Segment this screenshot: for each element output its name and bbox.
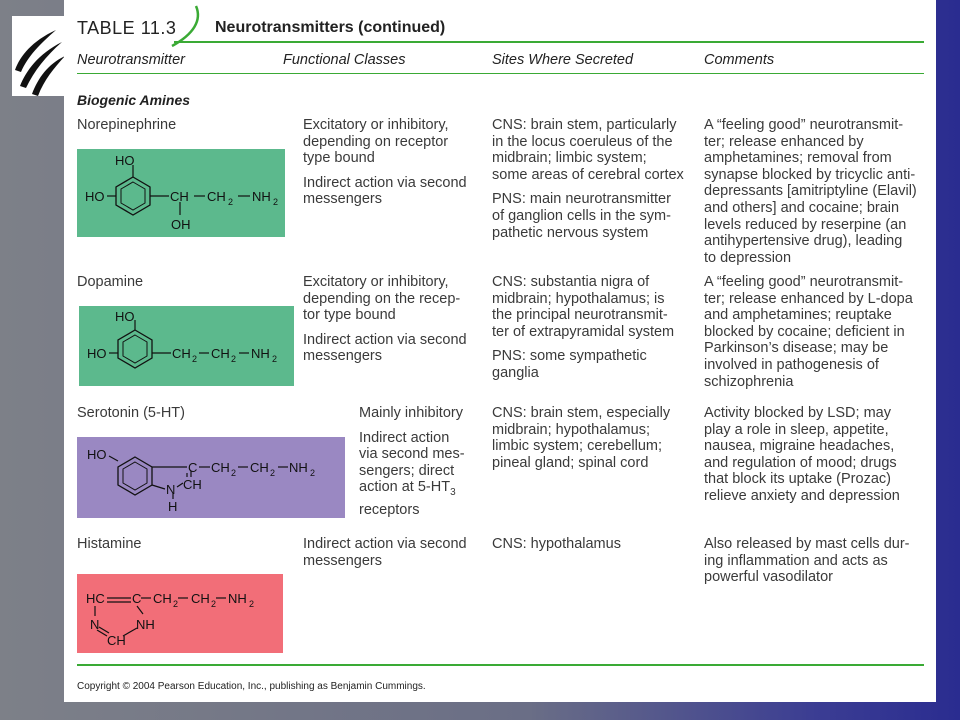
mol-ch2-a-sub: 2 — [231, 468, 237, 478]
row-name-serotonin: Serotonin (5-HT) — [77, 405, 185, 421]
text-line: CNS: brain stem, particularly — [492, 117, 677, 133]
col-header-sites: Sites Where Secreted — [492, 52, 634, 68]
text-line: schizophrenia — [704, 373, 794, 390]
mol-h: H — [168, 499, 178, 514]
dopamine-structure — [79, 306, 294, 386]
text-line: midbrain; hypothalamus; — [492, 421, 650, 438]
text-line: limbic system; cerebellum; — [492, 438, 663, 455]
text-line: depressants [amitriptyline (Elavil) — [704, 183, 917, 200]
text-line: Mainly inhibitory — [359, 405, 463, 421]
serotonin-sites — [492, 405, 670, 471]
text-line: involved in pathogenesis of — [704, 356, 879, 373]
text-line: blocked by cocaine; deficient in — [704, 323, 905, 340]
mol-ch2-sub: 2 — [228, 197, 234, 207]
norepinephrine-structure — [77, 149, 285, 237]
text-line: nausea, migraine headaches, — [704, 438, 895, 455]
mol-nh2: NH — [251, 346, 270, 361]
text-line: Also released by mast cells dur- — [704, 536, 910, 552]
text-line: amphetamines; removal from — [704, 150, 892, 167]
norepinephrine-comments — [704, 117, 917, 266]
text-line: PNS: some sympathetic — [492, 348, 647, 365]
col-header-neurotransmitter: Neurotransmitter — [77, 52, 185, 68]
text-line: and others] and cocaine; brain — [704, 199, 900, 216]
text-span: action at 5-HT — [359, 479, 451, 496]
col-header-functional: Functional Classes — [283, 52, 406, 68]
mol-ch2-b-sub: 2 — [211, 599, 217, 609]
text-line: sengers; direct — [359, 462, 455, 479]
text-line: depending on receptor — [303, 133, 449, 150]
text-line: antihypertensive drug), leading — [704, 233, 903, 250]
mol-ch2-b: CH — [191, 591, 210, 606]
mol-c: C — [132, 591, 142, 606]
text-line: A “feeling good” neurotransmit- — [704, 117, 904, 133]
mol-nh2-sub: 2 — [249, 599, 255, 609]
text-line: Parkinson’s disease; may be — [704, 340, 889, 357]
text-line: type bound — [303, 150, 375, 167]
text-line: levels reduced by reserpine (an — [704, 216, 907, 233]
text-line: Indirect action via second — [303, 331, 467, 348]
mol-hc: HC — [86, 591, 105, 606]
text-line: pineal gland; spinal cord — [492, 454, 649, 471]
copyright: Copyright © 2004 Pearson Education, Inc., publishing as Benjamin Cummings. — [77, 681, 426, 692]
text-line: A “feeling good” neurotransmit- — [704, 274, 904, 290]
column-header-rule — [77, 73, 924, 74]
text-line: play a role in sleep, appetite, — [704, 421, 889, 438]
mol-ch2-a-sub: 2 — [192, 354, 198, 364]
dopamine-functional — [303, 274, 467, 365]
histamine-structure — [77, 574, 283, 653]
text-line: relieve anxiety and depression — [704, 487, 900, 504]
section-heading: Biogenic Amines — [77, 92, 191, 108]
mol-ho-top: HO — [115, 309, 135, 324]
text-line: pathetic nervous system — [492, 224, 649, 241]
mol-oh: OH — [171, 217, 191, 232]
serotonin-comments — [704, 405, 900, 505]
text-line: ganglia — [492, 364, 539, 381]
text-line: tor type bound — [303, 307, 396, 324]
text-line: depending on the recep- — [303, 290, 461, 307]
text-line: via second mes- — [359, 446, 465, 463]
mol-ch2: CH — [207, 189, 226, 204]
mol-ch2-a: CH — [172, 346, 191, 361]
mol-ho-left: HO — [85, 189, 105, 204]
mol-ch: CH — [107, 633, 126, 648]
serotonin-functional — [359, 405, 465, 518]
norepinephrine-molecule — [77, 149, 285, 237]
norepinephrine-functional — [303, 117, 467, 208]
text-line: CNS: brain stem, especially — [492, 405, 671, 421]
mol-ho-top: HO — [115, 153, 135, 168]
text-line: powerful vasodilator — [704, 569, 833, 586]
mol-c: C — [188, 460, 198, 475]
text-line: and regulation of mood; drugs — [704, 454, 897, 471]
text-line: ter of extrapyramidal system — [492, 323, 675, 340]
text-line: CNS: hypothalamus — [492, 536, 621, 552]
text-line: midbrain; limbic system; — [492, 150, 647, 167]
mol-nh2-sub: 2 — [272, 354, 278, 364]
mol-ch2-b: CH — [250, 460, 269, 475]
mol-n: N — [90, 617, 100, 632]
mol-nh2-sub: 2 — [273, 197, 279, 207]
text-line: synapse blocked by tricyclic anti- — [704, 166, 916, 183]
histamine-functional — [303, 536, 467, 569]
dopamine-comments — [704, 274, 913, 390]
text-line: some areas of cerebral cortex — [492, 166, 684, 183]
text-line: messengers — [303, 552, 382, 569]
text-line: Indirect action via second — [303, 174, 467, 191]
text-line: ter; release enhanced by — [704, 133, 864, 150]
row-name-histamine: Histamine — [77, 536, 142, 552]
mol-n: N — [166, 482, 176, 497]
text-line: ter; release enhanced by L-dopa — [704, 290, 913, 307]
mol-nh2: NH — [289, 460, 308, 475]
col-header-comments: Comments — [704, 52, 775, 68]
text-line: Activity blocked by LSD; may — [704, 405, 891, 421]
text-line: ing inflammation and acts as — [704, 552, 888, 569]
text-line: of ganglion cells in the sym- — [492, 207, 671, 224]
text-line: Indirect action via second — [303, 536, 467, 552]
table-slide — [64, 0, 936, 702]
mol-ch-ring: CH — [183, 477, 202, 492]
text-line: CNS: substantia nigra of — [492, 274, 650, 290]
row-name-dopamine: Dopamine — [77, 274, 144, 290]
histamine-comments — [704, 536, 910, 586]
serotonin-structure — [77, 437, 345, 518]
mol-nh2: NH — [228, 591, 247, 606]
header-rule — [174, 41, 924, 43]
mol-ho-left: HO — [87, 346, 107, 361]
mol-ch: CH — [170, 189, 189, 204]
mol-ch2-a: CH — [153, 591, 172, 606]
text-line: that block its uptake (Prozac) — [704, 471, 891, 488]
text-line: messengers — [303, 191, 382, 208]
mol-ch2-b: CH — [211, 346, 230, 361]
text-line: PNS: main neurotransmitter — [492, 191, 671, 208]
text-line: Excitatory or inhibitory, — [303, 117, 449, 133]
publisher-logo — [12, 16, 65, 96]
histamine-molecule — [77, 574, 283, 653]
row-name-norepinephrine: Norepinephrine — [77, 117, 177, 133]
subscript: 3 — [450, 487, 456, 499]
claw-logo-icon — [12, 16, 65, 96]
norepinephrine-sites — [492, 117, 684, 241]
mol-ch2-b-sub: 2 — [270, 468, 276, 478]
mol-nh2: NH — [252, 189, 271, 204]
mol-ch2-a: CH — [211, 460, 230, 475]
text-line: midbrain; hypothalamus; is — [492, 290, 665, 307]
histamine-sites — [492, 536, 621, 553]
table-title: Neurotransmitters (continued) — [215, 19, 446, 36]
text-line — [359, 479, 465, 501]
text-line: Indirect action — [359, 429, 450, 446]
text-line: and amphetamines; reuptake — [704, 307, 892, 324]
text-line: to depression — [704, 249, 792, 266]
mol-nh2-sub: 2 — [310, 468, 316, 478]
text-line: Excitatory or inhibitory, — [303, 274, 449, 290]
text-line: receptors — [359, 501, 420, 518]
mol-ch2-b-sub: 2 — [231, 354, 237, 364]
text-line: in the locus coeruleus of the — [492, 133, 673, 150]
text-line: messengers — [303, 348, 382, 365]
dopamine-molecule — [79, 306, 294, 386]
serotonin-molecule — [77, 437, 345, 518]
dopamine-sites — [492, 274, 674, 382]
mol-ho: HO — [87, 447, 107, 462]
table-number: TABLE 11.3 — [77, 18, 177, 38]
text-line: the principal neurotransmit- — [492, 307, 668, 324]
mol-ch2-a-sub: 2 — [173, 599, 179, 609]
footer-rule — [77, 664, 924, 666]
mol-nh: NH — [136, 617, 155, 632]
